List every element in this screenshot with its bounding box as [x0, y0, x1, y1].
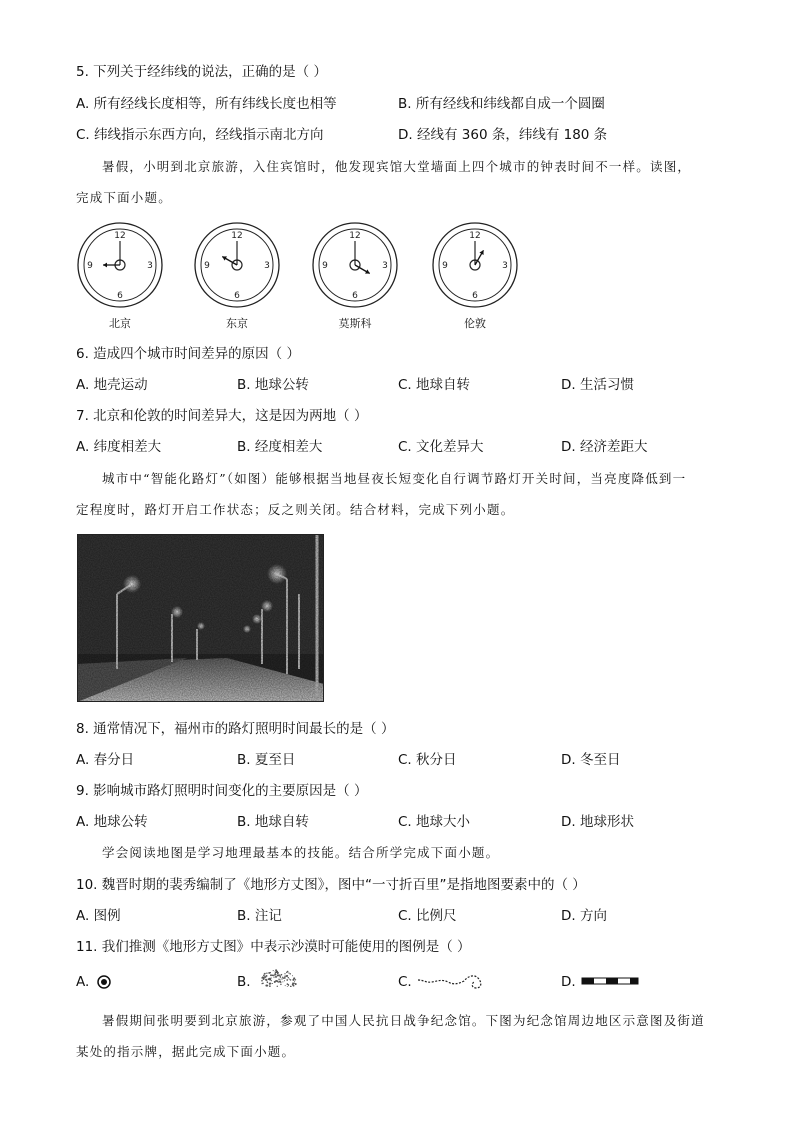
- question-9-option-b: B. 地球自转: [237, 814, 309, 830]
- question-10-option-d: D. 方向: [561, 908, 607, 924]
- clock-number-6: 6: [352, 291, 358, 301]
- clock-number-6: 6: [234, 291, 240, 301]
- clock-number-9: 9: [204, 261, 210, 271]
- passage-clocks-line2: 完成下面小题。: [76, 190, 172, 205]
- passage-clocks: [76, 151, 720, 213]
- question-5-option-c: C. 纬线指示东西方向，经线指示南北方向: [76, 127, 324, 143]
- clock-0: [78, 223, 162, 307]
- clock-number-12: 12: [114, 231, 126, 241]
- question-8-stem: 8. 通常情况下，福州市的路灯照明时间最长的是（ ）: [76, 721, 395, 737]
- question-9-option-d: D. 地球形状: [561, 814, 634, 830]
- passage-streetlight-line1: 城市中“智能化路灯”（如图）能够根据当地昼夜长短变化自行调节路灯开关时间，当亮度降低到一: [102, 471, 687, 486]
- clock-number-3: 3: [382, 261, 388, 271]
- passage-map-reading-line1: 学会阅读地图是学习地理最基本的技能。结合所学完成下面小题。: [102, 845, 500, 860]
- question-11-stem: 11. 我们推测《地形方丈图》中表示沙漠时可能使用的图例是（ ）: [76, 939, 471, 955]
- clock-number-9: 9: [442, 261, 448, 271]
- passage-museum-line2: 某处的指示牌，据此完成下面小题。: [76, 1044, 296, 1059]
- clock-number-6: 6: [117, 291, 123, 301]
- clock-city-label: 北京: [109, 317, 131, 330]
- question-10-option-c: C. 比例尺: [398, 908, 457, 924]
- passage-streetlight: [76, 463, 720, 525]
- passage-museum-line1: 暑假期间张明要到北京旅游，参观了中国人民抗日战争纪念馆。下图为纪念馆周边地区示意图及街道: [102, 1013, 705, 1028]
- passage-map-reading: [76, 837, 720, 868]
- question-10-stem: 10. 魏晋时期的裴秀编制了《地形方丈图》，图中“一寸折百里”是指地图要素中的（ ）: [76, 877, 586, 893]
- question-7-stem: 7. 北京和伦敦的时间差异大，这是因为两地（ ）: [76, 408, 368, 424]
- question-7-option-c: C. 文化差异大: [398, 439, 484, 455]
- question-10-option-b: B. 注记: [237, 908, 282, 924]
- clock-2: [313, 223, 397, 307]
- clock-city-label: 伦敦: [464, 317, 486, 330]
- question-10-option-a: A. 图例: [76, 908, 121, 924]
- question-9-option-a: A. 地球公转: [76, 814, 148, 830]
- clocks-figure: [70, 220, 540, 312]
- question-11-option-a: A.: [76, 974, 90, 990]
- clock-city-label: 莫斯科: [338, 317, 372, 330]
- question-7-option-a: A. 纬度相差大: [76, 439, 162, 455]
- question-7-option-d: D. 经济差距大: [561, 439, 648, 455]
- clock-number-9: 9: [322, 261, 328, 271]
- question-6-option-a: A. 地壳运动: [76, 377, 148, 393]
- passage-streetlight-line2: 定程度时，路灯开启工作状态；反之则关闭。结合材料，完成下列小题。: [76, 502, 515, 517]
- question-7-option-b: B. 经度相差大: [237, 439, 323, 455]
- question-6-stem: 6. 造成四个城市时间差异的原因（ ）: [76, 346, 300, 362]
- question-11-option-d: D.: [561, 974, 576, 990]
- question-9-stem: 9. 影响城市路灯照明时间变化的主要原因是（ ）: [76, 783, 368, 799]
- question-6-option-b: B. 地球公转: [237, 377, 309, 393]
- street-lamps-photo: [77, 534, 324, 702]
- clock-number-3: 3: [264, 261, 270, 271]
- question-5-option-d: D. 经线有 360 条，纬线有 180 条: [398, 127, 608, 143]
- question-9-option-c: C. 地球大小: [398, 814, 471, 830]
- clock-number-3: 3: [147, 261, 153, 271]
- question-6-option-d: D. 生活习惯: [561, 377, 634, 393]
- clock-number-9: 9: [87, 261, 93, 271]
- clock-number-12: 12: [469, 231, 481, 241]
- question-8-option-d: D. 冬至日: [561, 752, 621, 768]
- clock-city-label: 东京: [226, 317, 248, 330]
- clock-1: [195, 223, 279, 307]
- question-5-option-a: A. 所有经线长度相等，所有纬线长度也相等: [76, 96, 337, 112]
- question-8-option-c: C. 秋分日: [398, 752, 457, 768]
- legend-symbol-c-wavy-line-icon: [416, 970, 488, 990]
- question-11-option-b: B.: [237, 974, 251, 990]
- legend-symbol-d-railway-icon: [581, 974, 641, 994]
- question-11-option-c: C.: [398, 974, 412, 990]
- question-5-stem: 5. 下列关于经纬线的说法，正确的是（ ）: [76, 64, 327, 80]
- clock-3: [433, 223, 517, 307]
- legend-symbol-b-dots-icon: [258, 967, 302, 987]
- question-5-option-b: B. 所有经线和纬线都自成一个圆圈: [398, 96, 605, 112]
- clock-number-12: 12: [231, 231, 243, 241]
- clock-number-6: 6: [472, 291, 478, 301]
- clock-number-3: 3: [502, 261, 508, 271]
- legend-symbol-a-icon: [95, 972, 115, 992]
- question-8-option-a: A. 春分日: [76, 752, 135, 768]
- question-8-option-b: B. 夏至日: [237, 752, 296, 768]
- passage-museum: [76, 1005, 720, 1067]
- clock-number-12: 12: [349, 231, 361, 241]
- question-6-option-c: C. 地球自转: [398, 377, 471, 393]
- passage-clocks-line1: 暑假，小明到北京旅游，入住宾馆时，他发现宾馆大堂墙面上四个城市的钟表时间不一样。读图，: [102, 159, 692, 174]
